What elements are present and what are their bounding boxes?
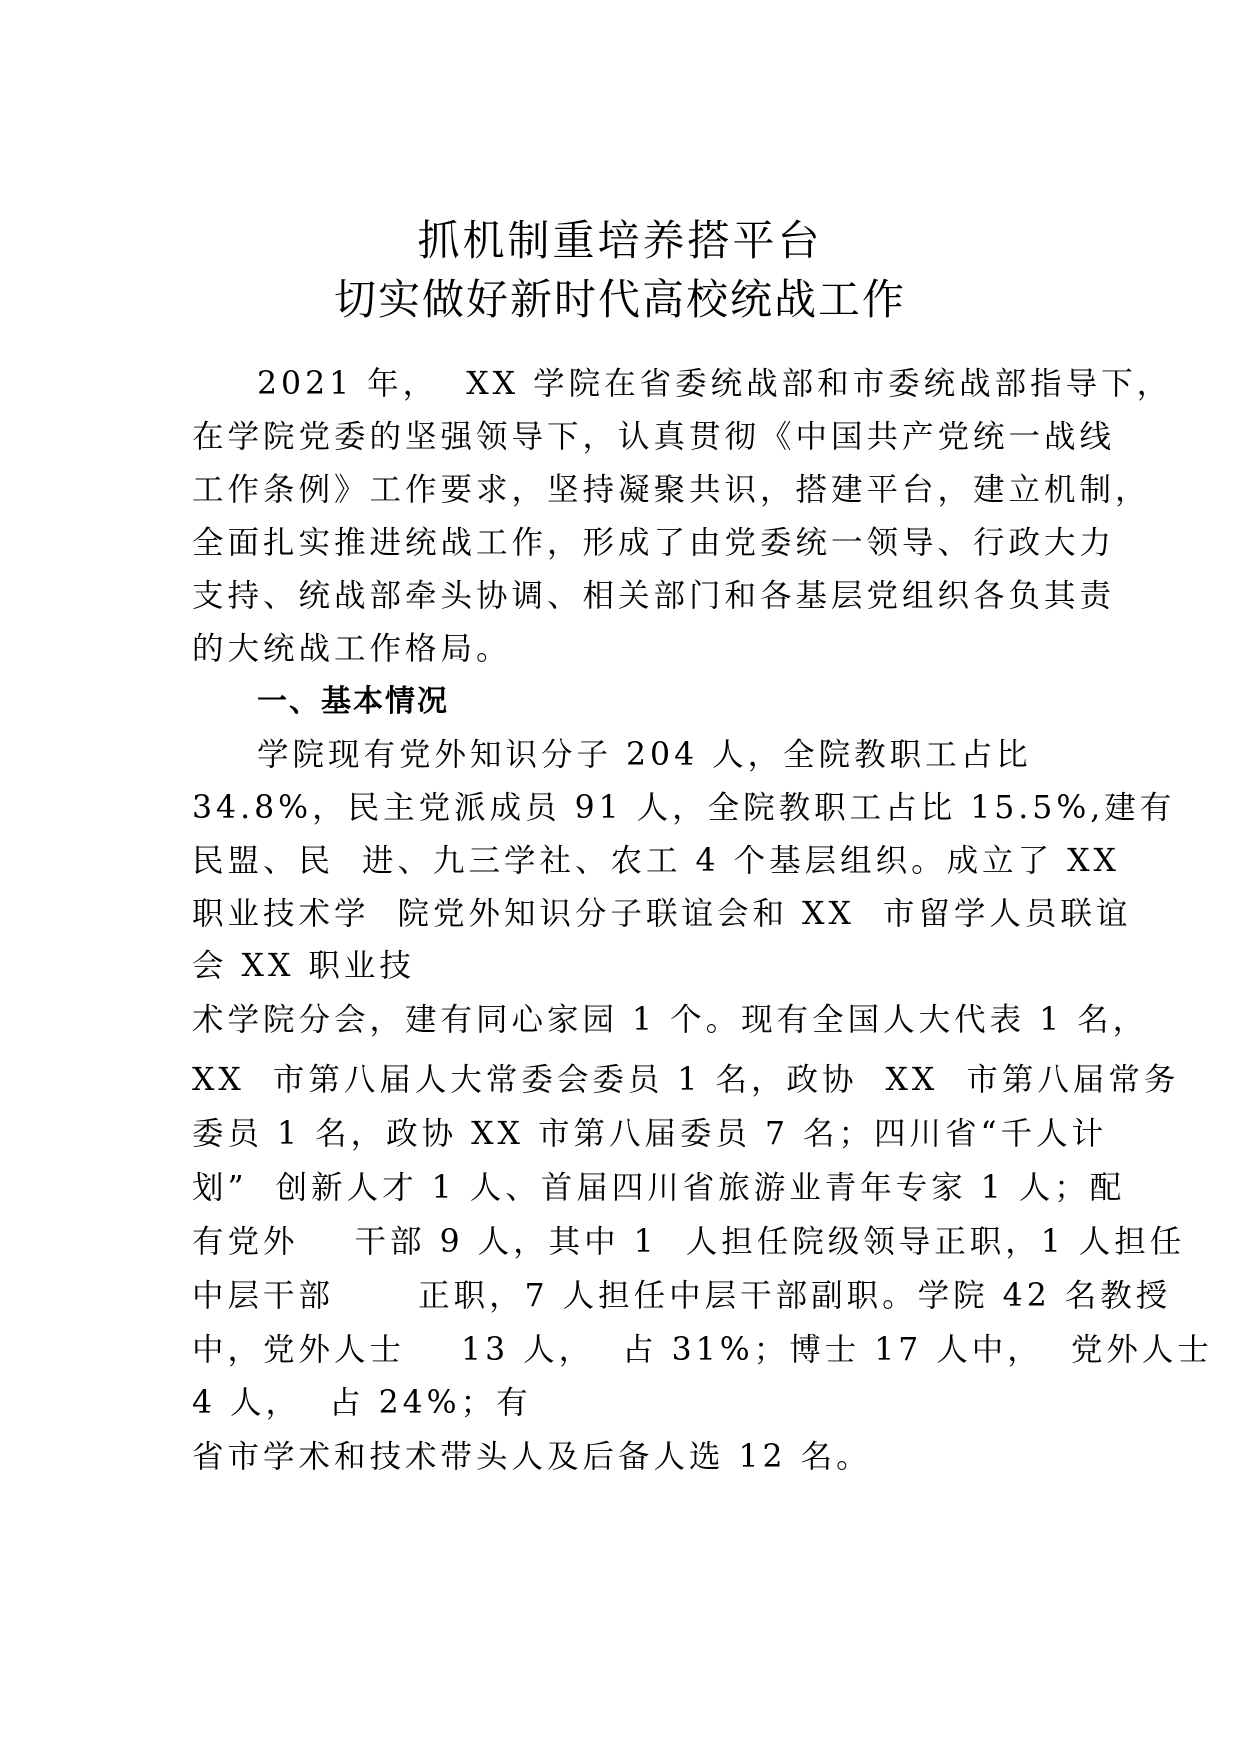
section-paragraph-line: 4 人， 占 24%；有 (192, 1385, 532, 1421)
intro-paragraph-line: 工作条例》工作要求，坚持凝聚共识，搭建平台，建立机制， (192, 472, 1151, 508)
section-paragraph-line: 会 XX 职业技 (192, 948, 415, 984)
intro-paragraph-line: 支持、统战部牵头协调、相关部门和各基层党组织各负其责 (192, 578, 1116, 614)
document-title-line-1: 抓机制重培养搭平台 (417, 216, 823, 265)
intro-paragraph-line: 2021 年， XX 学院在省委统战部和市委统战部指导下， (257, 366, 1173, 402)
section-paragraph-line: 术学院分会，建有同心家园 1 个。现有全国人大代表 1 名， (192, 1002, 1149, 1038)
section-paragraph-line: XX 市第八届人大常委会委员 1 名，政协 XX 市第八届常务 (192, 1062, 1180, 1098)
intro-paragraph-line: 的大统战工作格局。 (192, 631, 512, 667)
section-paragraph-line: 委员 1 名，政协 XX 市第八届委员 7 名；四川省“千人计 (192, 1116, 1108, 1152)
intro-paragraph-line: 全面扎实推进统战工作，形成了由党委统一领导、行政大力 (192, 525, 1116, 561)
section-paragraph-line: 职业技术学 院党外知识分子联谊会和 XX 市留学人员联谊 (192, 896, 1132, 932)
section-paragraph-line: 划” 创新人才 1 人、首届四川省旅游业青年专家 1 人；配 (192, 1170, 1126, 1206)
section-paragraph-line: 省市学术和技术带头人及后备人选 12 名。 (192, 1439, 872, 1475)
section-heading: 一、基本情况 (257, 684, 449, 719)
section-paragraph-line: 民盟、民 进、九三学社、农工 4 个基层组织。成立了 XX (192, 843, 1120, 879)
intro-paragraph-line: 在学院党委的坚强领导下，认真贯彻《中国共产党统一战线 (192, 419, 1116, 455)
section-paragraph-line: 中，党外人士 13 人， 占 31%；博士 17 人中， 党外人士 (192, 1332, 1213, 1368)
section-paragraph-line: 有党外 干部 9 人，其中 1 人担任院级领导正职，1 人担任 (192, 1224, 1186, 1260)
section-paragraph-line: 中层干部 正职，7 人担任中层干部副职。学院 42 名教授 (192, 1278, 1172, 1314)
section-paragraph-line: 34.8%，民主党派成员 91 人，全院教职工占比 15.5%,建有 (192, 790, 1176, 826)
document-title-line-2: 切实做好新时代高校统战工作 (333, 275, 906, 324)
section-paragraph-line: 学院现有党外知识分子 204 人，全院教职工占比 (257, 737, 1032, 773)
